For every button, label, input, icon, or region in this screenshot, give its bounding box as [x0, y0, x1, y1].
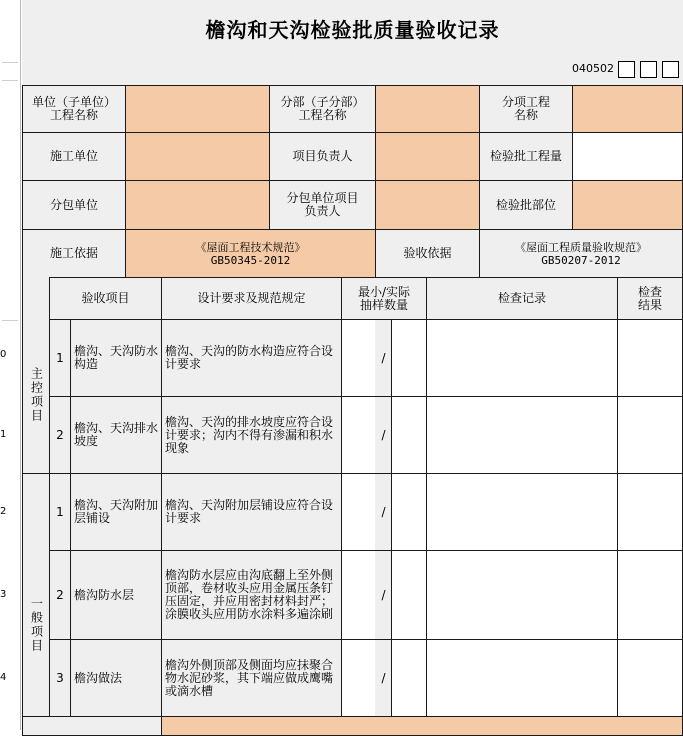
construction-unit-label: 施工单位 [22, 132, 126, 181]
sample-min-input[interactable] [341, 639, 376, 717]
sample-slash: / [375, 473, 392, 551]
row-number[interactable]: 3 [0, 589, 7, 600]
bottom-input[interactable] [161, 716, 683, 736]
requirement-text: 檐沟、天沟的防水构造应符合设计要求 [161, 319, 342, 397]
unit-project-input[interactable] [125, 85, 270, 133]
general-label: 一般项目 [29, 597, 44, 653]
item-name: 檐沟、天沟防水构造 [70, 319, 162, 397]
row-marker [2, 62, 18, 63]
basis-name: 《屋面工程质量验收规范》 [515, 240, 647, 254]
result-header [617, 277, 683, 320]
record-input[interactable] [426, 396, 618, 474]
row-number-cell: 1 [49, 319, 71, 397]
sample-slash: / [375, 396, 392, 474]
construction-basis-label: 施工依据 [22, 229, 126, 278]
sample-min-input[interactable] [341, 550, 376, 640]
row-number[interactable]: 1 [0, 429, 7, 440]
page-title: 檐沟和天沟检验批质量验收记录 [205, 18, 500, 42]
bottom-label-cell [22, 716, 162, 736]
requirement-text: 檐沟外侧顶部及侧面均应抹聚合物水泥砂浆，其下端应做成鹰嘴或滴水槽 [161, 639, 342, 717]
sample-actual-input[interactable] [391, 319, 427, 397]
subcontract-unit-input[interactable] [125, 180, 270, 230]
row-number-cell: 2 [49, 396, 71, 474]
sample-min-input[interactable] [341, 473, 376, 551]
row-number[interactable]: 0 [0, 349, 7, 360]
subcontract-unit-label: 分包单位 [22, 180, 126, 230]
sample-actual-input[interactable] [391, 550, 427, 640]
sample-slash: / [375, 319, 392, 397]
item-project-input[interactable] [572, 85, 683, 133]
result-input[interactable] [617, 550, 683, 640]
basis-code: GB50207-2012 [541, 253, 621, 267]
basis-name: 《屋面工程技术规范》 [195, 240, 306, 254]
label-line: 分包单位项目 [286, 191, 359, 205]
construction-basis-value[interactable] [125, 229, 376, 278]
subsection-label [269, 85, 376, 133]
sample-min-input[interactable] [341, 396, 376, 474]
subcontract-manager-label [269, 180, 376, 230]
project-manager-input[interactable] [375, 132, 480, 181]
construction-unit-input[interactable] [125, 132, 270, 181]
row-number[interactable]: 2 [0, 506, 7, 517]
row-number-cell: 3 [49, 639, 71, 717]
result-input[interactable] [617, 396, 683, 474]
label-line: 分项工程 [501, 95, 550, 109]
batch-quantity-label: 检验批工程量 [479, 132, 573, 181]
result-input[interactable] [617, 319, 683, 397]
subcontract-manager-input[interactable] [375, 180, 480, 230]
code-box[interactable] [640, 61, 657, 78]
requirement-text: 檐沟、天沟附加层铺设应符合设计要求 [161, 473, 342, 551]
sample-slash: / [375, 639, 392, 717]
item-name: 檐沟防水层 [70, 550, 162, 640]
requirement-text: 檐沟防水层应由沟底翻上至外侧顶部，卷材收头应用金属压条钉压固定，并应用密封材料封严；涂膜收头应用防水涂料多遍涂刷 [161, 550, 342, 640]
item-name: 檐沟、天沟附加层铺设 [70, 473, 162, 551]
batch-location-label: 检验批部位 [479, 180, 573, 230]
sample-slash: / [375, 550, 392, 640]
label-line: 分部（子分部） [280, 95, 365, 109]
unit-project-label [22, 85, 126, 133]
record-header: 检查记录 [426, 277, 618, 320]
record-input[interactable] [426, 473, 618, 551]
item-name: 檐沟、天沟排水坡度 [70, 396, 162, 474]
general-label-cell [22, 473, 50, 717]
requirement-text: 檐沟、天沟的排水坡度应符合设计要求；沟内不得有渗漏和积水现象 [161, 396, 342, 474]
result-input[interactable] [617, 473, 683, 551]
code-box[interactable] [662, 61, 679, 78]
row-marker [2, 80, 18, 81]
row-number-cell: 1 [49, 473, 71, 551]
row-header-gutter [0, 0, 21, 730]
main-control-label: 主控项目 [29, 367, 44, 423]
requirements-header: 设计要求及规范规定 [161, 277, 342, 320]
label-line: 名称 [513, 108, 538, 122]
acceptance-basis-label: 验收依据 [375, 229, 480, 278]
record-input[interactable] [426, 550, 618, 640]
sample-actual-input[interactable] [391, 396, 427, 474]
project-manager-label: 项目负责人 [269, 132, 376, 181]
label-line: 单位（子单位） [31, 95, 116, 109]
sample-header [341, 277, 427, 320]
sample-actual-input[interactable] [391, 473, 427, 551]
items-header: 验收项目 [49, 277, 162, 320]
label-line: 工程名称 [49, 108, 98, 122]
row-number-cell: 2 [49, 550, 71, 640]
form-code: 040502 [572, 62, 614, 75]
batch-quantity-input[interactable] [572, 132, 683, 181]
label-line: 负责人 [304, 204, 341, 218]
header-line: 检查 [637, 284, 662, 299]
sample-min-input[interactable] [341, 319, 376, 397]
label-line: 工程名称 [298, 108, 347, 122]
record-input[interactable] [426, 319, 618, 397]
basis-code: GB50345-2012 [210, 253, 291, 267]
item-project-label [479, 85, 573, 133]
record-input[interactable] [426, 639, 618, 717]
item-name: 檐沟做法 [70, 639, 162, 717]
header-line: 最小/实际 [357, 284, 411, 299]
row-number[interactable]: 4 [0, 672, 7, 683]
header-line: 结果 [637, 297, 662, 312]
batch-location-input[interactable] [572, 180, 683, 230]
header-line: 抽样数量 [359, 297, 408, 312]
acceptance-basis-value[interactable] [479, 229, 683, 278]
sample-actual-input[interactable] [391, 639, 427, 717]
row-marker [2, 320, 18, 321]
main-control-label-cell [22, 277, 50, 474]
result-input[interactable] [617, 639, 683, 717]
subsection-input[interactable] [375, 85, 480, 133]
code-box[interactable] [618, 61, 635, 78]
